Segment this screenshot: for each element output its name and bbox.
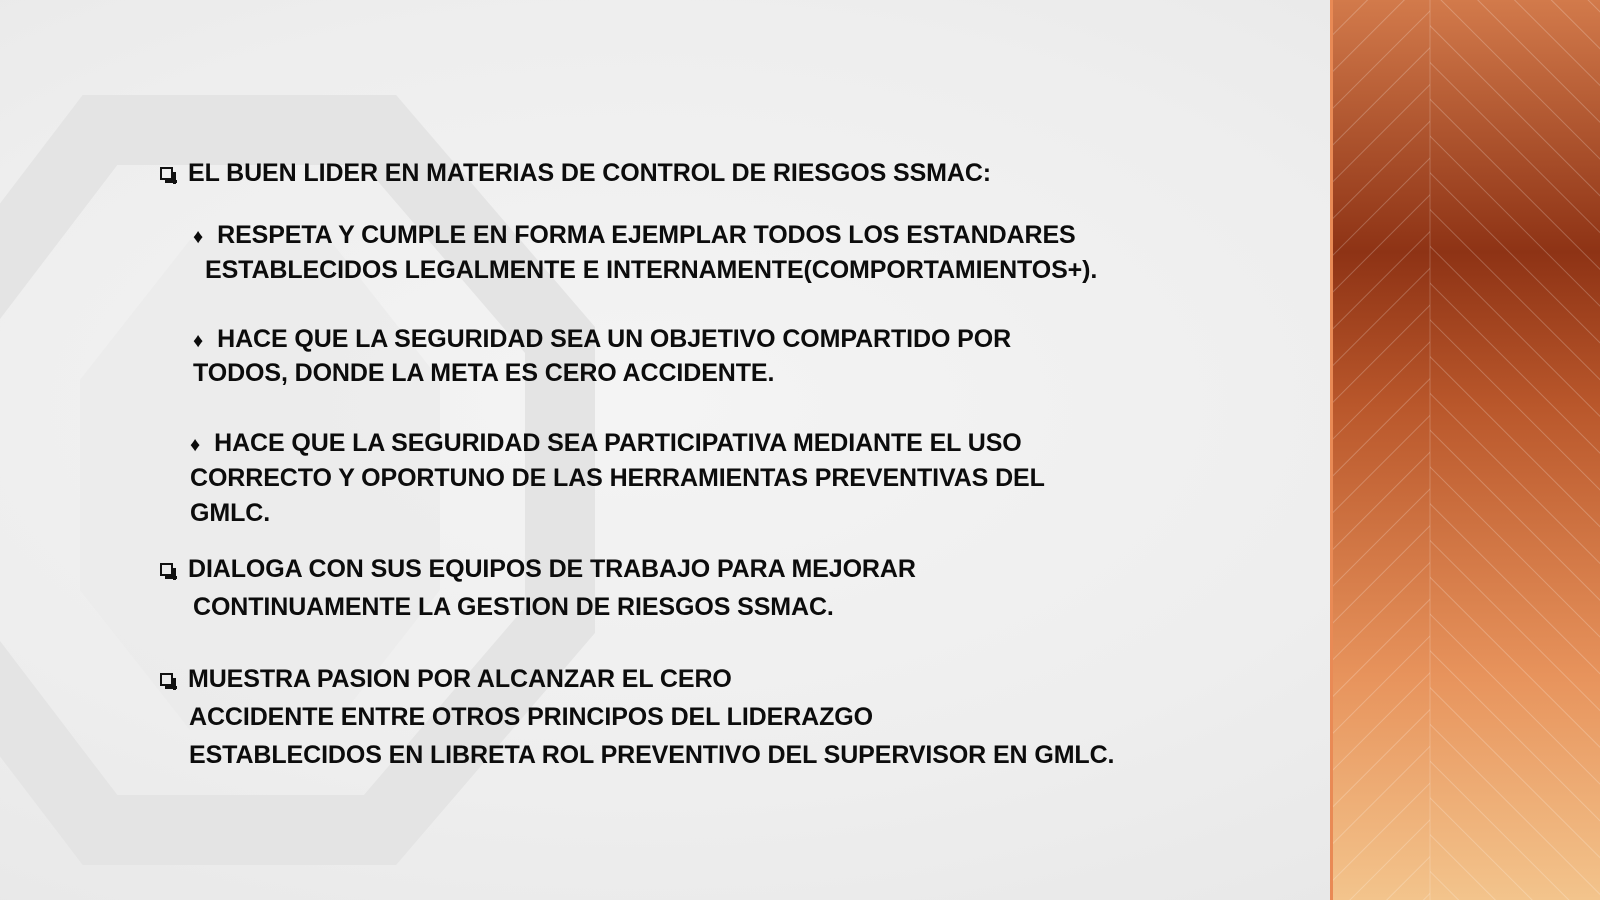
bullet-3-line-3: ESTABLECIDOS EN LIBRETA ROL PREVENTIVO DEL SUPERVISOR EN GMLC. [189,741,1115,769]
subbullet-2-line-1 [193,324,1011,356]
hollow-square-bullet-icon [160,167,173,180]
bullet-3-text-1: MUESTRA PASION POR ALCANZAR EL CERO [188,665,732,693]
diamond-bullet-icon: ♦ [193,226,204,248]
bullet-2-text-1: DIALOGA CON SUS EQUIPOS DE TRABAJO PARA MEJORAR [188,555,916,583]
bullet-3-line-2: ACCIDENTE ENTRE OTROS PRINCIPOS DEL LIDERAZGO [189,703,873,731]
subbullet-3-line-2: CORRECTO Y OPORTUNO DE LAS HERRAMIENTAS PREVENTIVAS DEL [190,464,1045,492]
subbullet-1-line-1 [193,220,1076,252]
subbullet-1-line-2: ESTABLECIDOS LEGALMENTE E INTERNAMENTE(COMPORTAMIENTOS+). [205,256,1098,284]
bullet-3-line-1 [160,664,732,694]
subbullet-3-line-3: GMLC. [190,499,271,527]
hollow-square-bullet-icon [160,563,173,576]
bullet-1 [160,158,991,188]
hollow-square-bullet-icon [160,673,173,686]
decorative-side-panel [1330,0,1600,900]
subbullet-3-text-1: HACE QUE LA SEGURIDAD SEA PARTICIPATIVA MEDIANTE EL USO [214,429,1022,457]
diamond-bullet-icon: ♦ [190,434,201,456]
bullet-2-line-1 [160,554,916,584]
bullet-1-text: EL BUEN LIDER EN MATERIAS DE CONTROL DE RIESGOS SSMAC: [188,159,991,187]
subbullet-1-text-1: RESPETA Y CUMPLE EN FORMA EJEMPLAR TODOS LOS ESTANDARES [217,221,1076,249]
subbullet-2-line-2: TODOS, DONDE LA META ES CERO ACCIDENTE. [193,359,775,387]
bullet-2-line-2: CONTINUAMENTE LA GESTION DE RIESGOS SSMAC. [193,593,834,621]
subbullet-2-text-1: HACE QUE LA SEGURIDAD SEA UN OBJETIVO COMPARTIDO POR [217,325,1012,353]
subbullet-3-line-1 [190,428,1022,460]
diamond-bullet-icon: ♦ [193,330,204,352]
